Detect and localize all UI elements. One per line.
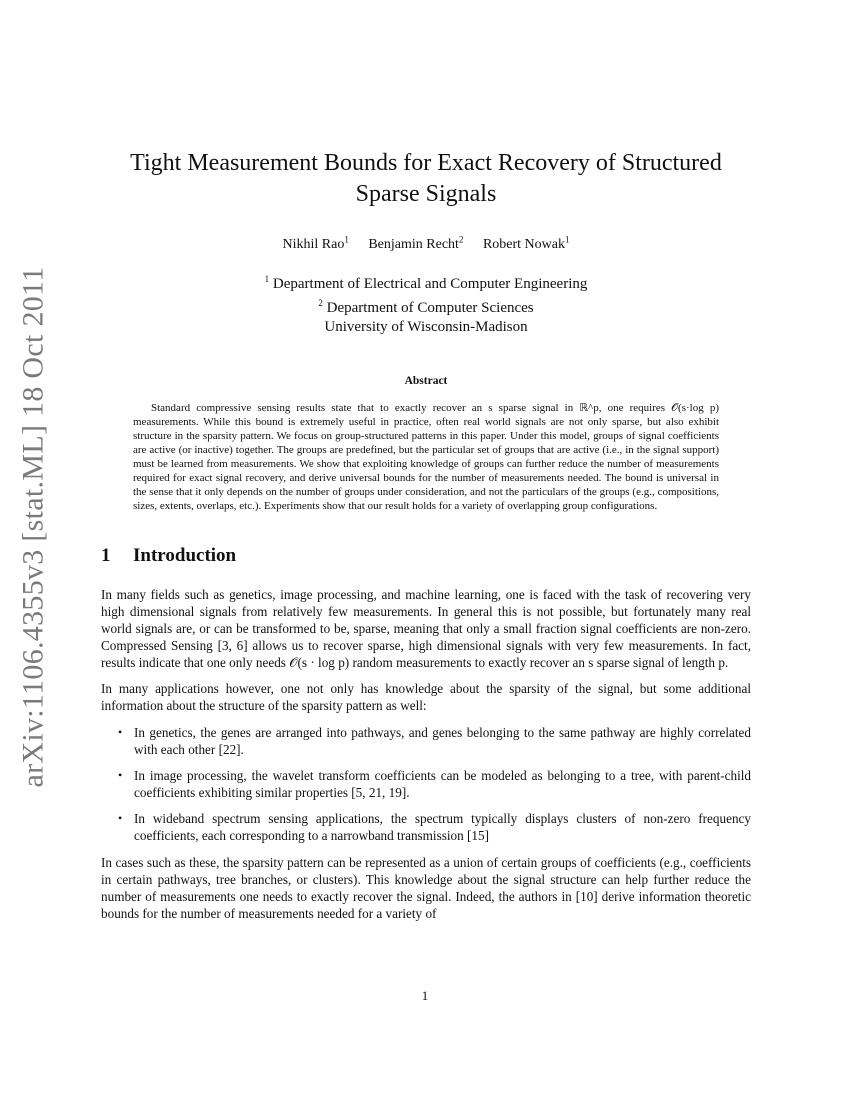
body-paragraph: In many applications however, one not only has knowledge about the sparsity of the signal, but some additional information about the structure of the sparsity pattern as well: [101,680,751,713]
section-number: 1 [101,544,111,566]
bullet-icon: • [118,724,123,739]
author: Nikhil Rao$^1$ [282,234,349,252]
list-item: • In image processing, the wavelet transform coefficients can be modeled as belonging to a tree, with parent-child coefficients exhibiting similar properties [5, 21, 19]. [118,767,751,800]
affiliation: $^2$ Department of Computer Sciences [318,297,534,316]
affiliation: University of Wisconsin-Madison [324,318,528,335]
arxiv-stamp [6,266,62,788]
section-heading [101,545,751,567]
paper-title: Tight Measurement Bounds for Exact Recovery of Structured Sparse Signals [130,150,722,207]
body-paragraph: In cases such as these, the sparsity pattern can be represented as a union of certain groups of coefficients (e.g., coefficients in certain pathways, tree branches, or clusters). This knowledge about the signal structure can help further reduce the number of measurements one needs to exactly recover the signal. Indeed, the authors in [10] derive information theoretic bounds for the number of measurements needed for a variety of [101,854,751,921]
arxiv-stamp-text: arXiv:1106.4355v3 [stat.ML] 18 Oct 2011 [17,266,51,788]
body-paragraph: In many fields such as genetics, image processing, and machine learning, one is faced with the task of recovering very high dimensional signals from relatively few measurements. In general this is not possible, but fortunately many real world signals are, or can be transformed to be, sparse, meaning that only a small fraction signal coefficients are non-zero. Compressed Sensing [3, 6] allows us to recover sparse, high dimensional signals with very few measurements. In fact, results indicate that one only needs 𝒪(s · log p) random measurements to exactly recover an s sparse signal of length p. [101,586,751,670]
author-list [101,230,751,254]
page-number: 1 [421,988,429,1003]
section-title: Introduction [133,544,237,566]
bullet-list [101,724,751,844]
affiliations [101,270,751,337]
bullet-icon: • [118,810,123,825]
affiliation: $^1$ Department of Electrical and Computer Engineering [264,273,588,292]
author: Benjamin Recht$^2$ [368,234,464,252]
list-item: • In genetics, the genes are arranged into pathways, and genes belonging to the same pathway are highly correlated with each other [22]. [118,724,751,757]
list-item: • In wideband spectrum sensing applications, the spectrum typically displays clusters of non-zero frequency coefficients, each corresponding to a narrowband transmission [15] [118,810,751,843]
author: Robert Nowak$^1$ [482,234,570,252]
bullet-icon: • [118,767,123,782]
paper-page [101,0,751,922]
abstract-text: Standard compressive sensing results state that to exactly recover an s sparse signal in ℝ^p, one requires 𝒪(s·log p) measurements. While this bound is extremely useful in practice, often real world signals are not only sparse, but also exhibit structure in the sparsity pattern. We focus on group-structured patterns in this paper. Under this model, groups of signal coefficients are active (or inactive) together. The groups are predefined, but the particular set of groups that are active (i.e., in the signal support) must be learned from measurements. We show that exploiting knowledge of groups can further reduce the number of measurements required for exact signal recovery, and derive universal bounds for the number of measurements needed. The bound is universal in the sense that it only depends on the number of groups under consideration, and not the particulars of the groups (e.g., compositions, sizes, extents, overlaps, etc.). Experiments show that our result holds for a variety of overlapping group configurations. [133,401,719,512]
abstract-heading: Abstract [404,374,448,387]
